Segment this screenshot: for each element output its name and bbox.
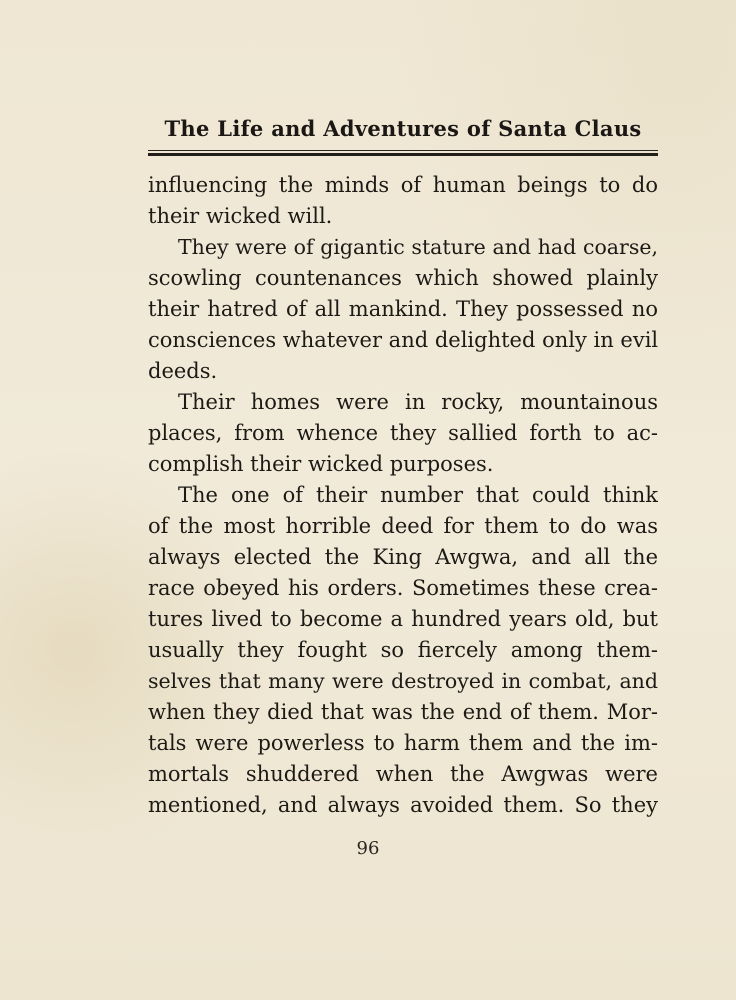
text-line: mentioned, and always avoided them. So they [148, 793, 658, 817]
text-line: tures lived to become a hundred years old, but [148, 607, 658, 631]
body-text [148, 170, 658, 821]
text-line: their hatred of all mankind. They possessed no [148, 297, 658, 321]
header-rule-thin [148, 150, 658, 151]
text-line: usually they fought so fiercely among them- [148, 638, 658, 662]
text-line: mortals shuddered when the Awgwas were [148, 762, 658, 786]
text-line: scowling countenances which showed plainly [148, 266, 658, 290]
text-line: influencing the minds of human beings to do [148, 173, 658, 197]
text-line: tals were powerless to harm them and the im- [148, 731, 658, 755]
page-number: 96 [356, 838, 380, 859]
text-line: complish their wicked purposes. [148, 452, 494, 476]
text-line: They were of gigantic stature and had coarse, [178, 235, 658, 259]
text-line: The one of their number that could think [178, 483, 658, 507]
text-line: their wicked will. [148, 204, 333, 228]
text-line: when they died that was the end of them. Mor- [148, 700, 658, 724]
text-line: Their homes were in rocky, mountainous [178, 390, 658, 414]
text-line: always elected the King Awgwa, and all the [148, 545, 658, 569]
text-line: deeds. [148, 359, 218, 383]
header-rule-thick [148, 153, 658, 156]
text-line: consciences whatever and delighted only in evil [148, 328, 658, 352]
running-head: The Life and Adventures of Santa Claus [164, 116, 642, 141]
text-line: of the most horrible deed for them to do was [148, 514, 658, 538]
text-line: places, from whence they sallied forth to ac- [148, 421, 658, 445]
text-line: selves that many were destroyed in combat, and [148, 669, 658, 693]
text-line: race obeyed his orders. Sometimes these crea- [148, 576, 658, 600]
